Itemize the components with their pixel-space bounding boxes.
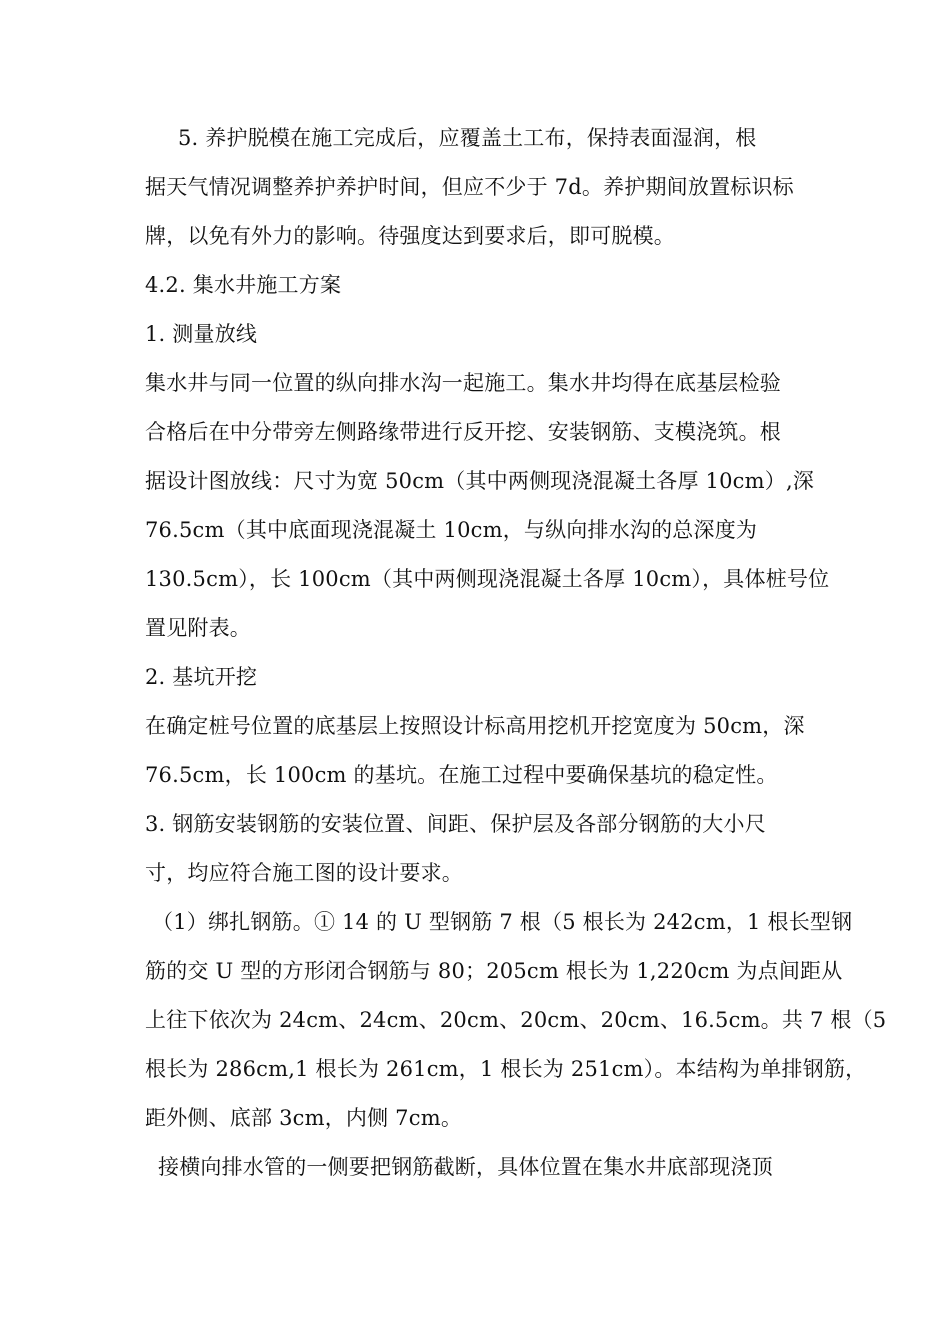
paragraph-curing-line-1: 5. 养护脱模在施工完成后，应覆盖土工布，保持表面湿润，根 <box>178 126 757 150</box>
subheading-survey: 1. 测量放线 <box>145 322 258 346</box>
section-heading-sump: 4.2. 集水井施工方案 <box>145 273 342 297</box>
paragraph-excavation-line-2: 76.5cm，长 100cm 的基坑。在施工过程中要确保基坑的稳定性。 <box>145 763 778 787</box>
paragraph-survey-line-3: 据设计图放线：尺寸为宽 50cm（其中两侧现浇混凝土各厚 10cm）,深 <box>145 469 815 493</box>
paragraph-binding-line-1: （1）绑扎钢筋。① 14 的 U 型钢筋 7 根（5 根长为 242cm，1 根长型钢 <box>152 910 853 934</box>
subheading-excavation: 2. 基坑开挖 <box>145 665 258 689</box>
paragraph-binding-line-5: 距外侧、底部 3cm，内侧 7cm。 <box>145 1106 463 1130</box>
paragraph-survey-line-1: 集水井与同一位置的纵向排水沟一起施工。集水井均得在底基层检验 <box>145 371 781 395</box>
paragraph-excavation-line-1: 在确定桩号位置的底基层上按照设计标高用挖机开挖宽度为 50cm，深 <box>145 714 805 738</box>
paragraph-curing-line-2: 据天气情况调整养护养护时间，但应不少于 7d。养护期间放置标识标 <box>145 175 794 199</box>
paragraph-rebar-line-2: 寸，均应符合施工图的设计要求。 <box>145 861 463 885</box>
paragraph-binding-line-2: 筋的交 U 型的方形闭合钢筋与 80；205cm 根长为 1,220cm 为点间距从 <box>145 959 843 983</box>
paragraph-survey-line-5: 130.5cm），长 100cm（其中两侧现浇混凝土各厚 10cm），具体桩号位 <box>145 567 830 591</box>
paragraph-survey-line-4: 76.5cm（其中底面现浇混凝土 10cm，与纵向排水沟的总深度为 <box>145 518 758 542</box>
paragraph-survey-line-2: 合格后在中分带旁左侧路缘带进行反开挖、安装钢筋、支模浇筑。根 <box>145 420 781 444</box>
paragraph-curing-line-3: 牌，以免有外力的影响。待强度达到要求后，即可脱模。 <box>145 224 675 248</box>
paragraph-binding-line-3: 上往下依次为 24cm、24cm、20cm、20cm、20cm、16.5cm。共 7 根（5 <box>145 1008 887 1032</box>
paragraph-survey-line-6: 置见附表。 <box>145 616 251 640</box>
paragraph-rebar-line-1: 3. 钢筋安装钢筋的安装位置、间距、保护层及各部分钢筋的大小尺 <box>145 812 766 836</box>
paragraph-cutoff-line-1: 接横向排水管的一侧要把钢筋截断，具体位置在集水井底部现浇顶 <box>158 1155 773 1179</box>
paragraph-binding-line-4: 根长为 286cm,1 根长为 261cm，1 根长为 251cm）。本结构为单排钢筋， <box>145 1057 867 1081</box>
